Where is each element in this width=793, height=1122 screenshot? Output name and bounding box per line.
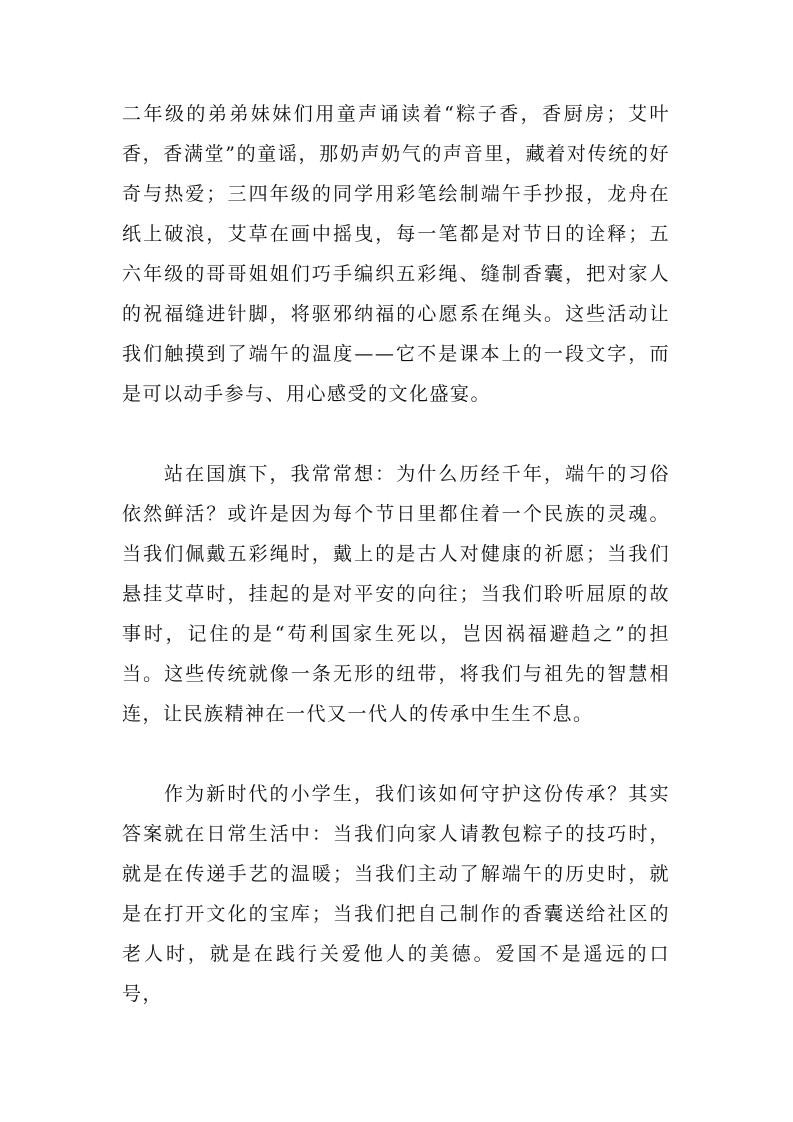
paragraph-2: 站在国旗下，我常常想：为什么历经千年，端午的习俗依然鲜活？或许是因为每个节日里都住着一个民族的灵魂。当我们佩戴五彩绳时，戴上的是古人对健康的祈愿；当我们悬挂艾草时，挂起的是对平安的向往；当我们聆听屈原的故事时，记住的是“苟利国家生死以，岂因祸福避趋之”的担当。这些传统就像一条无形的纽带，将我们与祖先的智慧相连，让民族精神在一代又一代人的传承中生生不息。: [122, 463, 670, 725]
document-body: [122, 94, 670, 1014]
paragraph-3: 作为新时代的小学生，我们该如何守护这份传承？其实答案就在日常生活中：当我们向家人请教包粽子的技巧时，就是在传递手艺的温暖；当我们主动了解端午的历史时，就是在打开文化的宝库；当我们把自己制作的香囊送给社区的老人时，就是在践行关爱他人的美德。爱国不是遥远的口号，: [122, 783, 670, 1005]
paragraph-1: 二年级的弟弟妹妹们用童声诵读着“粽子香，香厨房；艾叶香，香满堂”的童谣，那奶声奶气的声音里，藏着对传统的好奇与热爱；三四年级的同学用彩笔绘制端午手抄报，龙舟在纸上破浪，艾草在画中摇曳，每一笔都是对节日的诠释；五六年级的哥哥姐姐们巧手编织五彩绳、缝制香囊，把对家人的祝福缝进针脚，将驱邪纳福的心愿系在绳头。这些活动让我们触摸到了端午的温度——它不是课本上的一段文字，而是可以动手参与、用心感受的文化盛宴。: [122, 103, 670, 405]
